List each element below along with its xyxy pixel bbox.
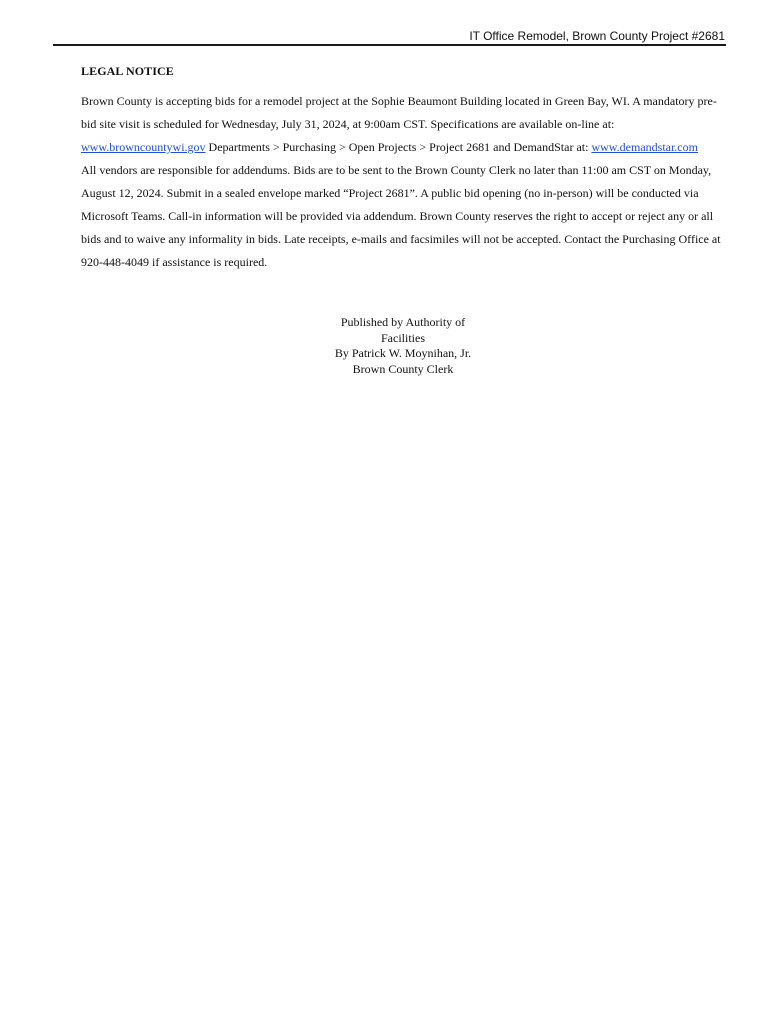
paragraph1-text-b: Departments > Purchasing > Open Projects > Project 2681 and DemandStar at: xyxy=(205,140,592,154)
notice-paragraph-submission: All vendors are responsible for addendums. Bids are to be sent to the Brown County Clerk no later than 11:00 am CST on Monday, August 12, 2024. Submit in a sealed envelope marked “Project 2681”. A public bid opening (no in-person) will be conducted via Microsoft Teams. Call-in information will be provided via addendum. Brown County reserves the right to accept or reject any or all bids and to waive any informality in bids. Late receipts, e-mails and facsimiles will not be accepted. Contact the Purchasing Office at 920-448-4049 if assistance is required. xyxy=(81,163,721,269)
notice-title: LEGAL NOTICE xyxy=(81,64,174,78)
paragraph1-text-a: Brown County is accepting bids for a remodel project at the Sophie Beaumont Building located in Green Bay, WI. A mandatory pre-bid site visit is scheduled for Wednesday, July 31, 2024, at 9:00am CST. Specifications are available on-line at: xyxy=(81,94,717,131)
notice-paragraph-bid-info xyxy=(81,90,726,159)
header-divider xyxy=(53,44,726,46)
signature-block xyxy=(253,315,553,377)
page-header-project: IT Office Remodel, Brown County Project #2681 xyxy=(469,29,725,43)
demandstar-link[interactable]: www.demandstar.com xyxy=(591,140,698,154)
signature-department: Facilities xyxy=(381,330,425,345)
notice-body xyxy=(81,62,726,274)
signature-authority: Published by Authority of xyxy=(340,315,466,329)
signature-title: Brown County Clerk xyxy=(352,361,454,376)
signature-name: By Patrick W. Moynihan, Jr. xyxy=(334,346,472,360)
browncounty-link[interactable]: www.browncountywi.gov xyxy=(81,140,206,154)
